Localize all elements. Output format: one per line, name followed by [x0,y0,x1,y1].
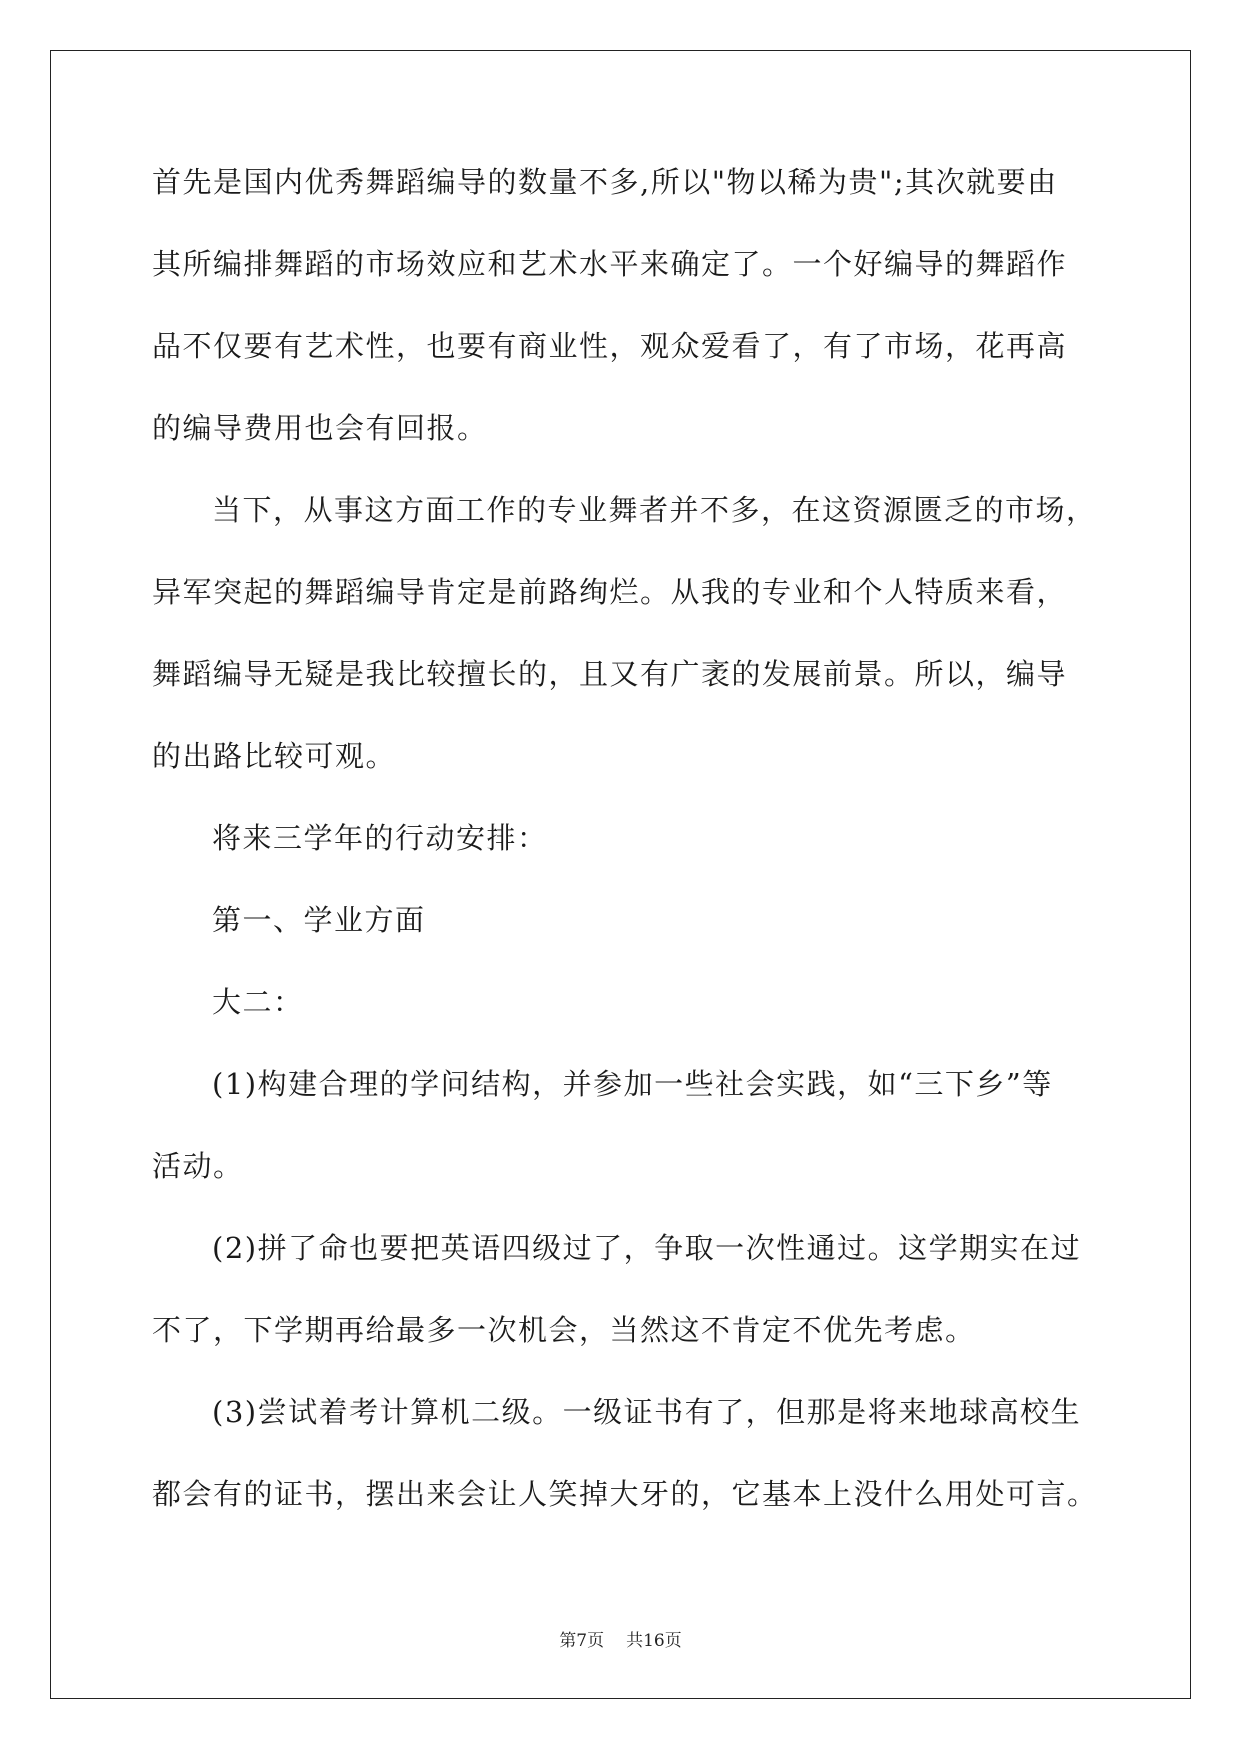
section-heading: 将来三学年的行动安排： [212,821,548,855]
text-line: 都会有的证书，摆出来会让人笑掉大牙的，它基本上没什么用处可言。 [152,1477,1098,1511]
text-line: 当下，从事这方面工作的专业舞者并不多，在这资源匮乏的市场， [212,493,1097,527]
text-line: 舞蹈编导无疑是我比较擅长的，且又有广袤的发展前景。所以，编导 [152,657,1068,691]
list-item: (1)构建合理的学问结构，并参加一些社会实践，如“三下乡”等 [212,1067,1053,1101]
page-number: 第7页 [559,1631,605,1651]
section-heading: 第一、学业方面 [212,903,426,937]
text-line: 活动。 [152,1149,244,1183]
text-line: 其所编排舞蹈的市场效应和艺术水平来确定了。一个好编导的舞蹈作 [152,247,1068,281]
text-line: 异军突起的舞蹈编导肯定是前路绚烂。从我的专业和个人特质来看， [152,575,1068,609]
text-line: 的编导费用也会有回报。 [152,411,488,445]
document-body [152,162,1098,1556]
page-total: 共16页 [626,1631,682,1651]
subsection-heading: 大二： [212,985,304,1019]
text-line: 不了，下学期再给最多一次机会，当然这不肯定不优先考虑。 [152,1313,976,1347]
list-item: (3)尝试着考计算机二级。一级证书有了，但那是将来地球高校生 [212,1395,1082,1429]
list-item: (2)拼了命也要把英语四级过了，争取一次性通过。这学期实在过 [212,1231,1082,1265]
text-line: 首先是国内优秀舞蹈编导的数量不多,所以"物以稀为贵";其次就要由 [152,165,1058,199]
page-footer [0,1626,1241,1651]
text-line: 的出路比较可观。 [152,739,397,773]
text-line: 品不仅要有艺术性，也要有商业性，观众爱看了，有了市场，花再高 [152,329,1068,363]
